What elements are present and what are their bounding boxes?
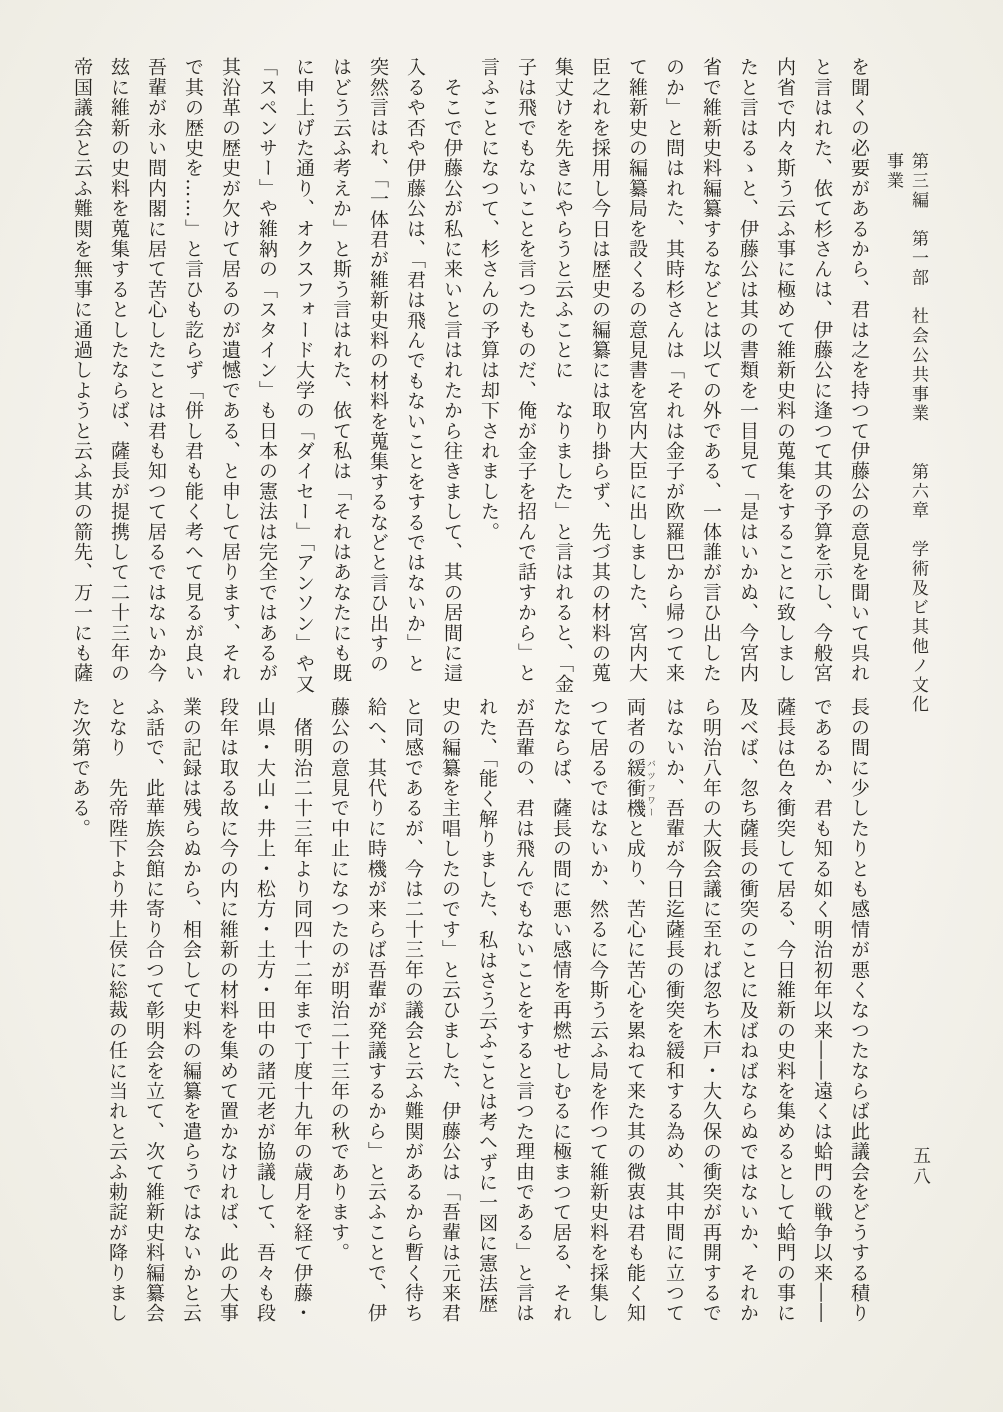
top-text-block (61, 57, 877, 699)
text-line: 史の編纂を主唱したのです」と云ひました、伊藤公は「吾輩は元来君 (439, 697, 461, 1324)
text-line: が吾輩の、君は飛んでもないことをすると言つた理由である」と言は (513, 697, 535, 1324)
running-head: 第三編 第一部 社会公共事業 第六章 学術及ビ其他ノ文化事業 (883, 152, 928, 715)
text-line: で其の歴史を……」と言ひも訖らず「併し君も能く考へて見るが良い (182, 57, 204, 684)
text-line: 長の間に少したりとも感情が悪くなつたならば此議会をどうする積り (848, 697, 870, 1324)
text-line: 山県・大山・井上・松方・土方・田中の諸元老が協議して、吾々も段 (254, 697, 276, 1324)
text-line: れた、「能く解りました、私はさう云ふことは考へずに一図に憲法歴 (476, 697, 498, 1314)
text-line: 入るや否や伊藤公は、「君は飛んでもないことをするではないか」と (404, 57, 426, 674)
text-line: 「スペンサー」や維納の「スタイン」も日本の憲法は完全ではあるが (256, 57, 278, 684)
text-line: と同感であるが、今は二十三年の議会と云ふ難関があるから暫く待ち (402, 697, 424, 1324)
text-line: 藤公の意見で中止になつたのが明治二十三年の秋であります。 (328, 697, 350, 1263)
page-number: 五八 (910, 1146, 931, 1188)
text-line: たと言はるゝと、伊藤公は其の書類を一目見て「是はいかぬ、今宮内 (737, 57, 759, 684)
text-line: を聞くの必要があるから、君は之を持つて伊藤公の意見を聞いて呉れ (848, 57, 870, 684)
text-line: 及べば、忽ち薩長の衝突のことに及ばねばならぬではないか、それか (737, 697, 759, 1324)
text-line: 突然言はれ、「一体君が維新史料の材料を蒐集するなどと言ひ出すの (367, 57, 389, 674)
text-line: た次第である。 (69, 697, 91, 839)
text-line: 臣之れを採用し今日は歴史の編纂には取り掛らず、先づ其の材料の蒐 (589, 57, 611, 684)
text-line: 両者の緩衝機 バツフワーと成り、苦心に苦心を累ねて来た其の微衷は君も能く知 (624, 697, 655, 1324)
text-line: 帝国議会と云ふ難関を無事に通過しようと云ふ其の箭先、万一にも薩 (71, 57, 93, 684)
text-line: 集丈けを先きにやらうと云ふことに なりました」と言はれると、「金 (552, 57, 574, 694)
text-line: そこで伊藤公が私に来いと言はれたから往きまして、其の居間に這 (441, 57, 463, 684)
text-line: はどう云ふ考えか」と斯う言はれた、依て私は「それはあなたにも既 (330, 57, 352, 684)
text-line: 玆に維新の史料を蒐集するとしたならば、薩長が提携して二十三年の (108, 57, 130, 684)
text-line: となり 先帝陛下より井上侯に総裁の任に当れと云ふ勅諚が降りまし (106, 697, 128, 1324)
bottom-text-block (61, 697, 877, 1345)
text-line: ふ話で、此華族会館に寄り合つて彰明会を立て、次て維新史料編纂会 (143, 697, 165, 1324)
text-line: 省で維新史料編纂するなどとは以ての外である、一体誰が言ひ出した (700, 57, 722, 684)
text-line: 内省で内々斯う云ふ事に極めて維新史料の蒐集をすることに致しまし (774, 57, 796, 684)
text-line: のか」と問はれた、其時杉さんは「それは金子が欧羅巴から帰つて来 (663, 57, 685, 684)
text-line: であるか、君も知る如く明治初年以来――遠くは蛤門の戦争以来―― (811, 697, 833, 1324)
text-line: たならば、薩長の間に悪い感情を再燃せしむるに極まつて居る、それ (550, 697, 572, 1324)
text-line: 段年は取る故に今の内に維新の材料を集めて置かなければ、此の大事 (217, 697, 239, 1324)
text-line: 業の記録は残らぬから、相会して史料の編纂を遣らうではないかと云 (180, 697, 202, 1324)
text-line: 吾輩が永い間内閣に居て苦心したことは君も知つて居るではないか今 (145, 57, 167, 684)
text-line: 言ふことになつて、杉さんの予算は却下されました。 (478, 57, 500, 542)
text-line: 薩長は色々衝突して居る、今日維新の史料を集めるとして蛤門の事に (774, 697, 796, 1324)
text-line: 子は飛でもないことを言つたものだ、俺が金子を招んで話すから」と (515, 57, 537, 684)
text-line: 給へ、其代りに時機が来らば吾輩が発議するから」と云ふことで、伊 (365, 697, 387, 1324)
text-line: つて居るではないか、然るに今斯う云ふ局を作つて維新史料を採集し (587, 697, 609, 1324)
text-line: 偖明治二十三年より同四十二年まで丁度十九年の歳月を経て伊藤・ (291, 697, 313, 1324)
text-line: と言はれた、依て杉さんは、伊藤公に逢つて其の予算を示し、今般宮 (811, 57, 833, 684)
text-line: て維新史の編纂局を設くるの意見書を宮内大臣に出しました、宮内大 (626, 57, 648, 684)
text-line: に申上げた通り、オクスフォード大学の「ダイセー」「アンソン」や又 (293, 57, 315, 694)
text-line: 其沿革の歴史が欠けて居るのが遺憾である、と申して居ります、それ (219, 57, 241, 684)
text-line: はないか、吾輩が今日迄薩長の衝突を緩和する為め、其中間に立つて (663, 697, 685, 1324)
text-line: ら明治八年の大阪会議に至れば忽ち木戸・大久保の衝突が再開するで (700, 697, 722, 1324)
